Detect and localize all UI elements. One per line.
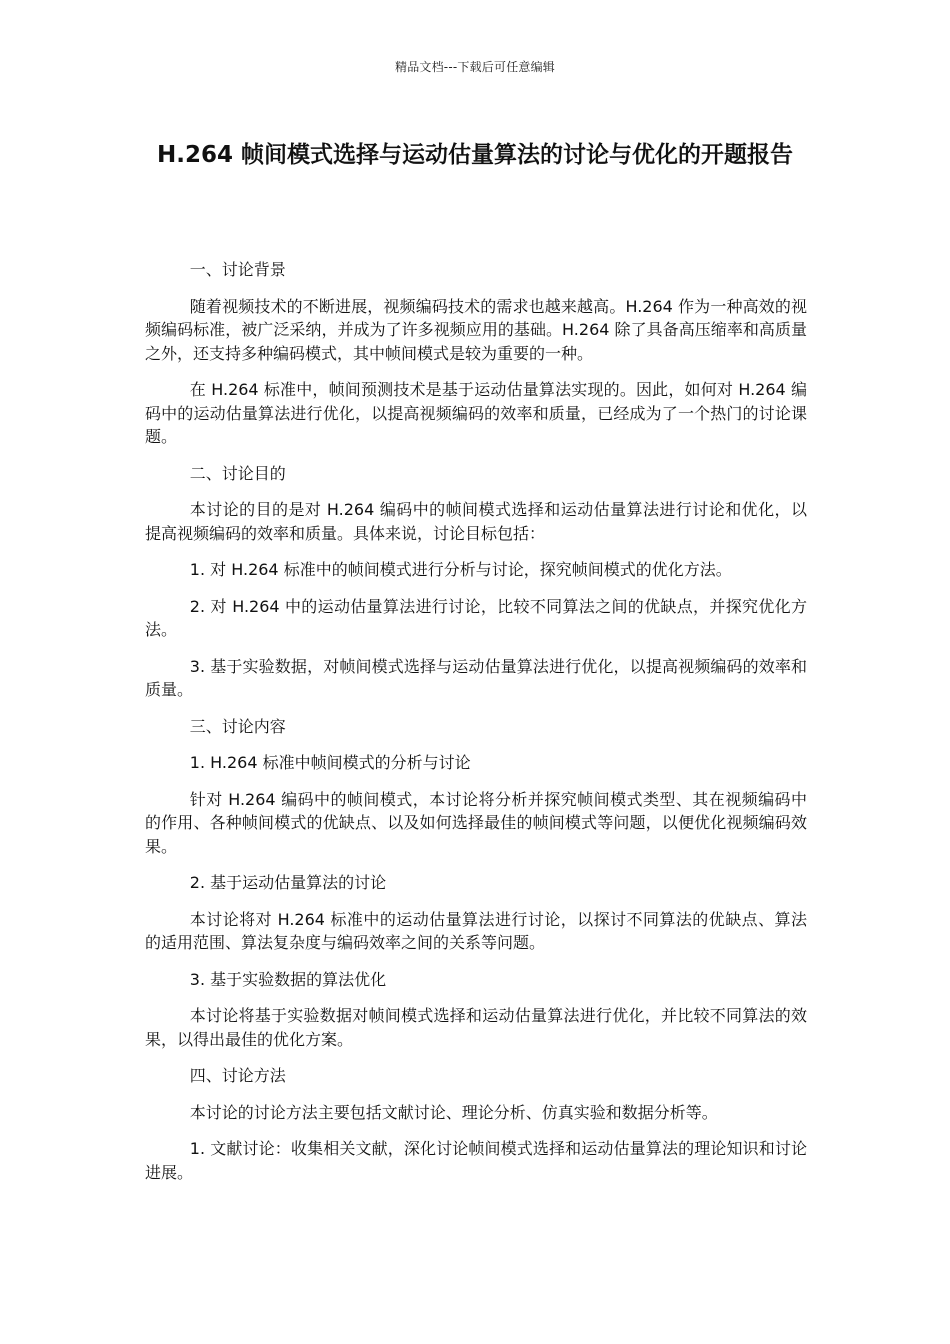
section-heading-background: 一、讨论背景 — [189, 260, 286, 279]
subheading: 2. 基于运动估量算法的讨论 — [189, 873, 387, 892]
paragraph: 本讨论的目的是对 H.264 编码中的帧间模式选择和运动估量算法进行讨论和优化，以提高视频编码的效率和质量。具体来说，讨论目标包括： — [145, 500, 807, 543]
list-item: 2. 对 H.264 中的运动估量算法进行讨论，比较不同算法之间的优缺点，并探究优化方法。 — [145, 596, 807, 639]
subheading: 3. 基于实验数据的算法优化 — [189, 969, 387, 989]
paragraph: 在 H.264 标准中，帧间预测技术是基于运动估量算法实现的。因此，如何对 H.264 编码中的运动估量算法进行优化，以提高视频编码的效率和质量，已经成为了一个热门的讨论课题。 — [145, 380, 807, 446]
subheading: 1. H.264 标准中帧间模式的分析与讨论 — [189, 753, 471, 772]
paragraph: 本讨论将基于实验数据对帧间模式选择和运动估量算法进行优化，并比较不同算法的效果，以得出最佳的优化方案。 — [145, 1006, 807, 1049]
section-heading-content: 三、讨论内容 — [189, 716, 286, 736]
paragraph: 本讨论的讨论方法主要包括文献讨论、理论分析、仿真实验和数据分析等。 — [189, 1102, 718, 1122]
section-heading-methods: 四、讨论方法 — [189, 1066, 286, 1085]
paragraph: 针对 H.264 编码中的帧间模式，本讨论将分析并探究帧间模式类型、其在视频编码中的作用、各种帧间模式的优缺点、以及如何选择最佳的帧间模式等问题，以便优化视频编码效果。 — [145, 789, 807, 856]
paragraph: 本讨论将对 H.264 标准中的运动估量算法进行讨论，以探讨不同算法的优缺点、算法的适用范围、算法复杂度与编码效率之间的关系等问题。 — [145, 909, 807, 952]
document-body — [145, 258, 807, 1197]
paragraph: 随着视频技术的不断进展，视频编码技术的需求也越来越高。H.264 作为一种高效的视频编码标准，被广泛采纳，并成为了许多视频应用的基础。H.264 除了具备高压缩率和高质量之外，还支持多种编码模式，其中帧间模式是较为重要的一种。 — [145, 296, 807, 363]
section-heading-purpose: 二、讨论目的 — [189, 463, 286, 483]
document-title: H.264 帧间模式选择与运动估量算法的讨论与优化的开题报告 — [156, 142, 793, 168]
list-item: 1. 对 H.264 标准中的帧间模式进行分析与讨论，探究帧间模式的优化方法。 — [189, 560, 732, 579]
list-item: 1. 文献讨论：收集相关文献，深化讨论帧间模式选择和运动估量算法的理论知识和讨论进展。 — [145, 1139, 807, 1182]
header-note: 精品文档---下载后可任意编辑 — [395, 60, 555, 74]
list-item: 3. 基于实验数据，对帧间模式选择与运动估量算法进行优化，以提高视频编码的效率和质量。 — [145, 656, 807, 699]
